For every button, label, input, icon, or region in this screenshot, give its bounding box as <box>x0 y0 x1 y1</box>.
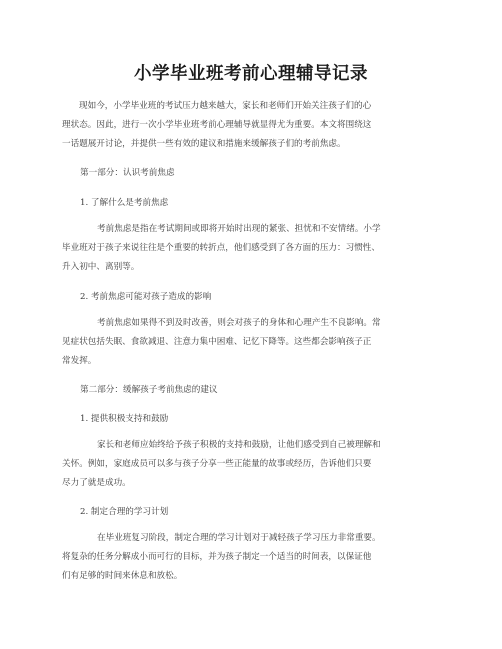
part2-sec1-paragraph <box>62 436 442 493</box>
part2-sec2-line-2: 将复杂的任务分解成小而可行的目标，并为孩子制定一个适当的时间表，以保证他 <box>62 552 372 562</box>
intro-line-3: 一话题展开讨论，并提供一些有效的建议和措施来缓解孩子们的考前焦虑。 <box>62 139 346 149</box>
part1-sec1-line-2: 毕业班对于孩子来说往往是个重要的转折点，他们感受到了各方面的压力：习惯性、 <box>62 243 380 253</box>
part2-sec2-line-3: 们有足够的时间来休息和放松。 <box>62 571 183 581</box>
part1-sec2-paragraph <box>62 314 442 371</box>
document-title: 小学毕业班考前心理辅导记录 <box>134 64 368 84</box>
part2-heading: 第二部分：缓解孩子考前焦虑的建议 <box>80 385 218 395</box>
part2-sec1-line-3: 尽力了就是成功。 <box>62 478 131 488</box>
part2-sec1-heading: 1. 提供积极支持和鼓励 <box>80 414 169 424</box>
intro-paragraph <box>62 97 442 154</box>
part1-sec1-paragraph <box>62 220 442 277</box>
part1-sec2-line-3: 常发挥。 <box>62 356 97 366</box>
part1-sec1-heading: 1. 了解什么是考前焦虑 <box>80 198 169 208</box>
part2-sec2-paragraph <box>62 529 442 586</box>
part1-sec2-line-2: 见症状包括失眠、食欲减退、注意力集中困难、记忆下降等。这些都会影响孩子正 <box>62 337 372 347</box>
part1-sec2-heading: 2. 考前焦虑可能对孩子造成的影响 <box>80 292 212 302</box>
part2-sec2-line-1: 在毕业班复习阶段，制定合理的学习计划对于减轻孩子学习压力非常重要。 <box>97 533 381 543</box>
part1-sec1-line-3: 升入初中、离别等。 <box>62 262 140 272</box>
intro-line-1: 现如今，小学毕业班的考试压力越来越大，家长和老师们开始关注孩子们的心 <box>79 101 372 111</box>
part2-sec1-line-1: 家长和老师应始终给予孩子积极的支持和鼓励，让他们感受到自己被理解和 <box>97 440 381 450</box>
part1-sec1-line-1: 考前焦虑是指在考试期间或即将开始时出现的紧张、担忧和不安情绪。小学 <box>97 224 381 234</box>
intro-line-2: 理状态。因此，进行一次小学毕业班考前心理辅导就显得尤为重要。本文将围绕这 <box>62 120 372 130</box>
part2-sec2-heading: 2. 制定合理的学习计划 <box>80 507 169 517</box>
part1-sec2-line-1: 考前焦虑如果得不到及时改善，则会对孩子的身体和心理产生不良影响。常 <box>97 318 381 328</box>
part2-sec1-line-2: 关怀。例如，家庭成员可以多与孩子分享一些正能量的故事或经历，告诉他们只要 <box>62 459 372 469</box>
part1-heading: 第一部分：认识考前焦虑 <box>80 168 175 178</box>
